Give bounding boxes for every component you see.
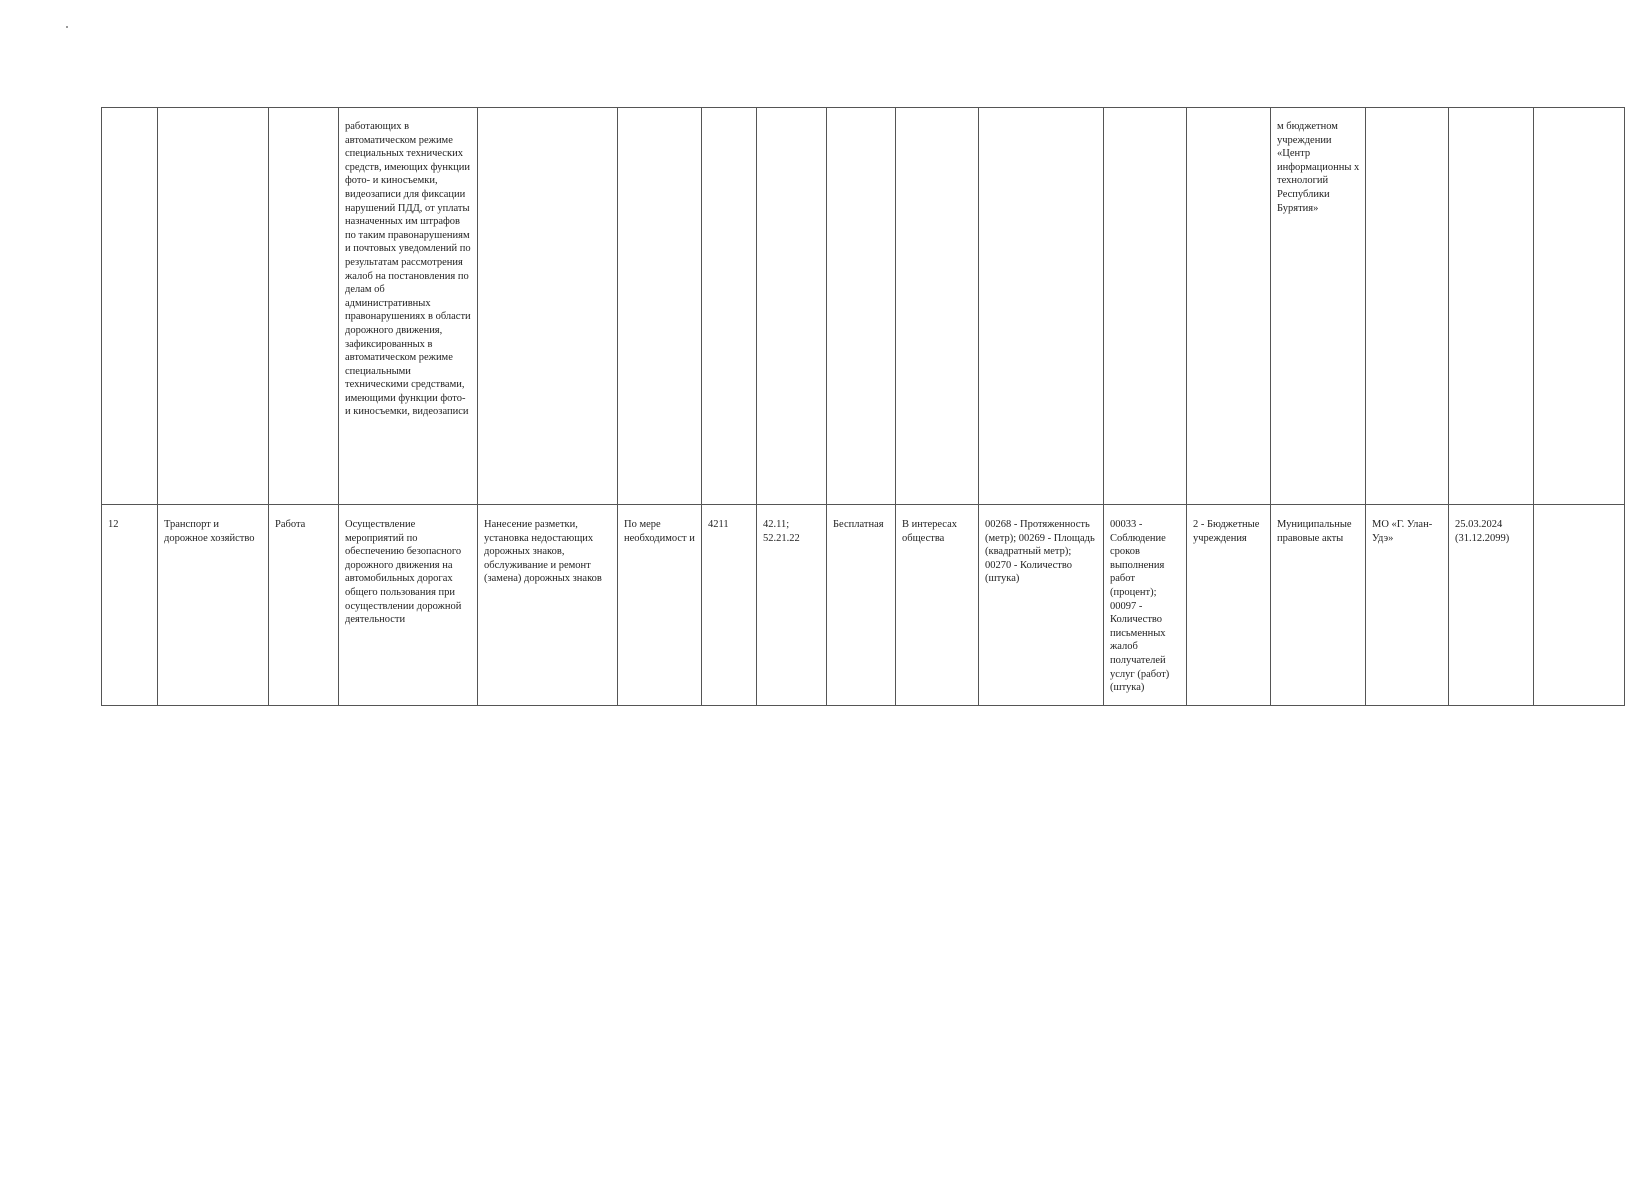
cell-sphere: Транспорт и дорожное хозяйство <box>158 505 269 706</box>
cell-interest: В интересах общества <box>896 505 979 706</box>
cell-type: Работа <box>269 505 339 706</box>
cell-institutions <box>1187 108 1271 505</box>
cell-extra <box>1534 108 1625 505</box>
cell-sphere <box>158 108 269 505</box>
register-table <box>101 107 1625 706</box>
cell-interest <box>896 108 979 505</box>
scan-speck <box>66 26 68 28</box>
cell-content: Нанесение разметки, установка недостающих дорожных знаков, обслуживание и ремонт (замена) дорожных знаков <box>478 505 618 706</box>
cell-date <box>1449 108 1534 505</box>
cell-code: 4211 <box>702 505 757 706</box>
cell-date: 25.03.2024 (31.12.2099) <box>1449 505 1534 706</box>
cell-code <box>702 108 757 505</box>
cell-type <box>269 108 339 505</box>
cell-okved <box>757 108 827 505</box>
cell-volume <box>979 108 1104 505</box>
cell-okved: 42.11; 52.21.22 <box>757 505 827 706</box>
cell-num: 12 <box>102 505 158 706</box>
cell-mo: МО «Г. Улан-Удэ» <box>1366 505 1449 706</box>
cell-volume: 00268 - Протяженность (метр); 00269 - Площадь (квадратный метр); 00270 - Количество (штука) <box>979 505 1104 706</box>
cell-extra <box>1534 505 1625 706</box>
cell-name: работающих в автоматическом режиме специальных технических средств, имеющих функции фото- и киносъемки, видеозаписи для фиксации нарушений ПДД, от уплаты назначенных им штрафов по таким правонарушениям и почтовых уведомлений по результатам рассмотрения жалоб на постановления по делам об административных правонарушениях в области дорожного движения, зафиксированных в автоматическом режиме специальными техническими средствами, имеющими функции фото- и киносъемки, видеозаписи <box>339 108 478 505</box>
cell-payment: Бесплатная <box>827 505 896 706</box>
cell-num <box>102 108 158 505</box>
cell-frequency <box>618 108 702 505</box>
cell-quality: 00033 - Соблюдение сроков выполнения работ (процент); 00097 - Количество письменных жалоб получателей услуг (работ) (штука) <box>1104 505 1187 706</box>
cell-basis: Муниципальные правовые акты <box>1271 505 1366 706</box>
cell-institutions: 2 - Бюджетные учреждения <box>1187 505 1271 706</box>
cell-mo <box>1366 108 1449 505</box>
cell-name: Осуществление мероприятий по обеспечению безопасного дорожного движения на автомобильных дорогах общего пользования при осуществлении дорожной деятельности <box>339 505 478 706</box>
cell-quality <box>1104 108 1187 505</box>
cell-payment <box>827 108 896 505</box>
cell-content <box>478 108 618 505</box>
cell-frequency: По мере необходимост и <box>618 505 702 706</box>
table-row <box>102 108 1625 505</box>
table-row <box>102 505 1625 706</box>
cell-basis: м бюджетном учреждении «Центр информационны х технологий Республики Бурятия» <box>1271 108 1366 505</box>
